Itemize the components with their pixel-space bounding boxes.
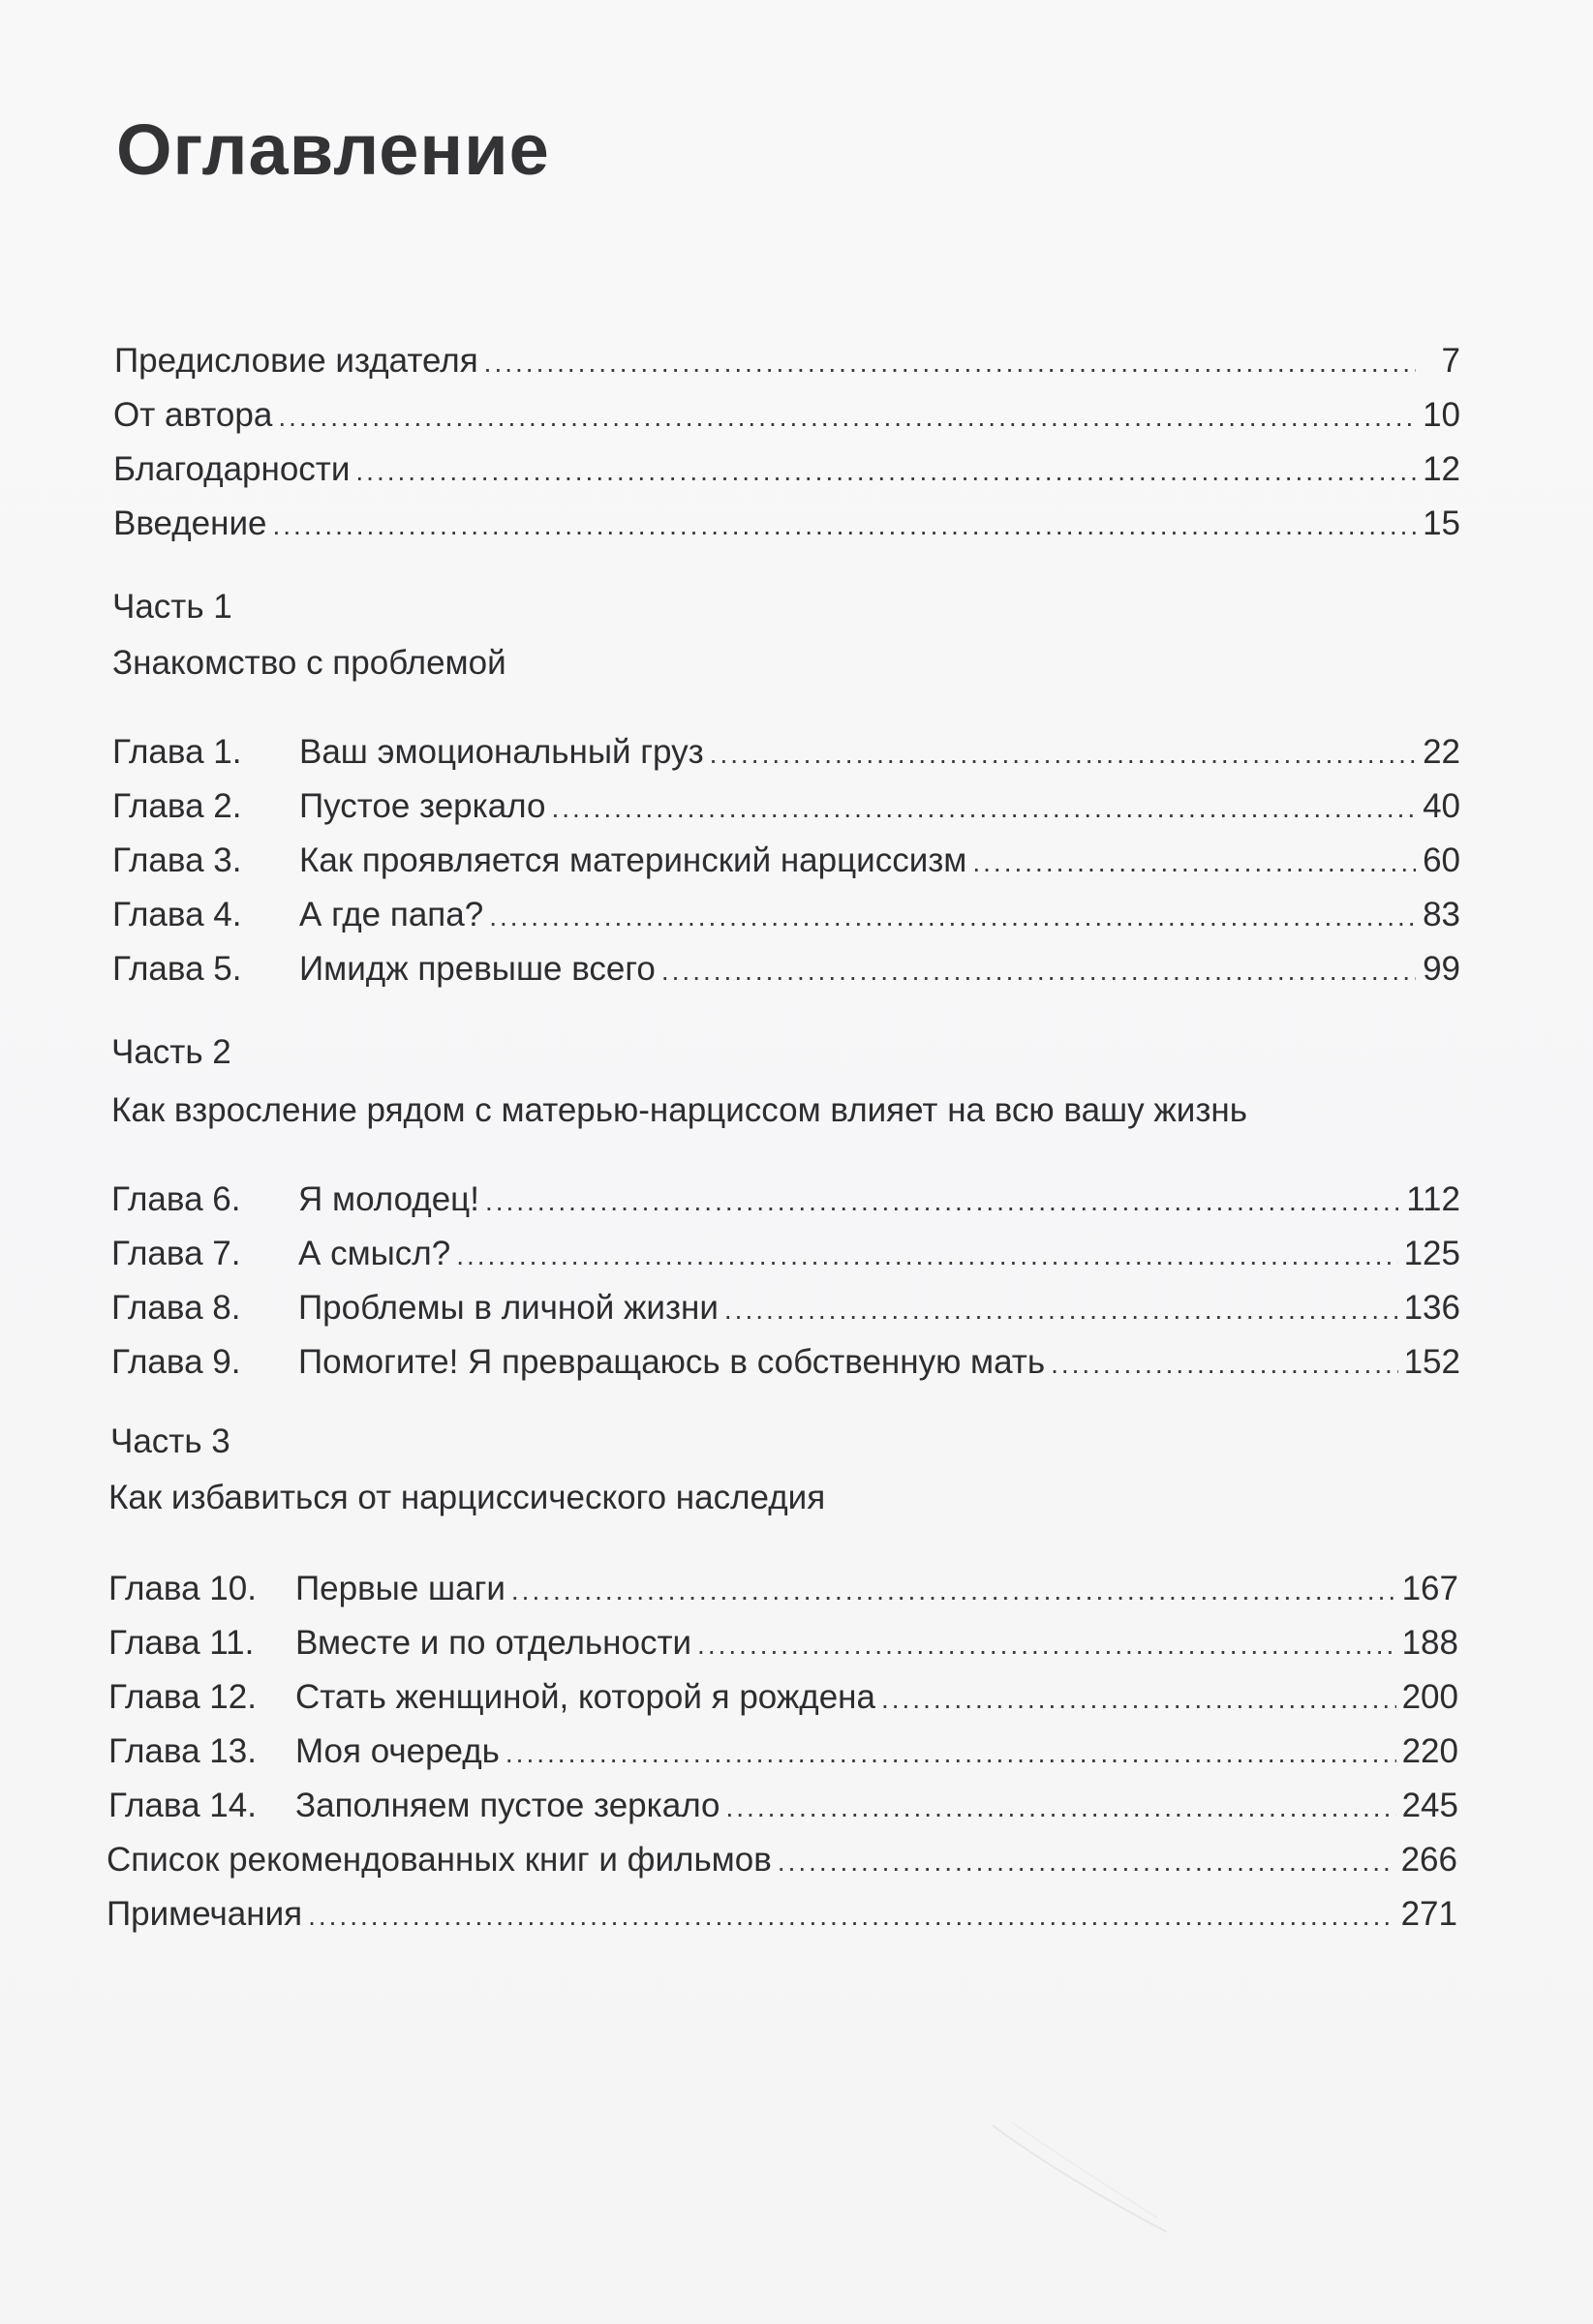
toc-entry-page: 167 bbox=[1401, 1570, 1458, 1607]
toc-entry-chapter[interactable] bbox=[108, 1728, 1458, 1776]
chapter-number: Глава 12. bbox=[108, 1678, 257, 1716]
chapter-number: Глава 4. bbox=[112, 896, 242, 933]
leader-dots bbox=[489, 893, 1416, 941]
toc-entry-from-author[interactable] bbox=[113, 391, 1460, 440]
part-number: Часть 2 bbox=[111, 1033, 231, 1071]
toc-entry-page: 60 bbox=[1423, 841, 1460, 879]
part-title: Как взросление рядом с матерью-нарциссом влияет на всю вашу жизнь bbox=[111, 1091, 1247, 1129]
chapter-number: Глава 1. bbox=[112, 733, 242, 771]
toc-entry-page: 99 bbox=[1423, 950, 1460, 988]
leader-dots bbox=[881, 1675, 1396, 1724]
leader-dots bbox=[724, 1286, 1398, 1334]
toc-entry-label: Список рекомендованных книг и фильмов bbox=[107, 1841, 772, 1879]
chapter-number: Глава 7. bbox=[111, 1235, 241, 1272]
part-title: Как избавиться от нарциссического наследия bbox=[108, 1479, 826, 1516]
toc-entry-page: 220 bbox=[1401, 1732, 1458, 1770]
leader-dots bbox=[308, 1892, 1395, 1941]
leader-dots bbox=[272, 502, 1416, 550]
toc-entry-notes[interactable] bbox=[107, 1890, 1457, 1939]
chapter-number: Глава 14. bbox=[108, 1787, 257, 1824]
leader-dots bbox=[778, 1838, 1395, 1886]
toc-entry-label: Примечания bbox=[107, 1895, 303, 1933]
toc-entry-label: Ваш эмоциональный груз bbox=[299, 733, 704, 771]
toc-entry-chapter[interactable] bbox=[111, 1284, 1460, 1332]
chapter-number: Глава 13. bbox=[108, 1732, 257, 1770]
chapter-number: Глава 9. bbox=[111, 1343, 241, 1381]
toc-entry-chapter[interactable] bbox=[108, 1673, 1458, 1722]
toc-entry-page: 22 bbox=[1423, 733, 1460, 771]
toc-entry-label: Я молодец! bbox=[298, 1180, 479, 1218]
toc-entry-label: От автора bbox=[113, 396, 273, 434]
toc-entry-label: Пустое зеркало bbox=[299, 787, 546, 825]
leader-dots bbox=[456, 1232, 1397, 1280]
leader-dots bbox=[511, 1567, 1396, 1615]
chapter-number: Глава 6. bbox=[111, 1180, 241, 1218]
toc-entry-page: 15 bbox=[1423, 505, 1460, 542]
toc-entry-chapter[interactable] bbox=[112, 728, 1460, 777]
toc-entry-label: Как проявляется материнский нарциссизм bbox=[299, 841, 967, 879]
toc-entry-page: 10 bbox=[1423, 396, 1460, 434]
toc-entry-page: 125 bbox=[1403, 1235, 1460, 1272]
toc-entry-label: Имидж превыше всего bbox=[299, 950, 656, 988]
toc-entry-label: Стать женщиной, которой я рождена bbox=[295, 1678, 875, 1716]
chapter-number: Глава 5. bbox=[112, 950, 242, 988]
part-number: Часть 1 bbox=[112, 588, 232, 626]
toc-entry-page: 12 bbox=[1423, 450, 1460, 488]
toc-entry-label: Помогите! Я превращаюсь в собственную мать bbox=[298, 1343, 1046, 1381]
leader-dots bbox=[697, 1621, 1396, 1669]
toc-entry-page: 40 bbox=[1423, 787, 1460, 825]
toc-entry-introduction[interactable] bbox=[113, 500, 1460, 548]
toc-entry-chapter[interactable] bbox=[111, 1176, 1460, 1224]
toc-entry-page: 112 bbox=[1406, 1180, 1460, 1218]
toc-entry-label: Вместе и по отдельности bbox=[295, 1624, 692, 1662]
toc-entry-acknowledgements[interactable] bbox=[113, 445, 1460, 494]
leader-dots bbox=[278, 393, 1416, 442]
toc-entry-chapter[interactable] bbox=[111, 1338, 1460, 1387]
toc-entry-label: Моя очередь bbox=[295, 1732, 500, 1770]
toc-entry-page: 266 bbox=[1400, 1841, 1457, 1879]
toc-entry-label: Первые шаги bbox=[295, 1570, 505, 1607]
toc-entry-publisher-preface[interactable] bbox=[114, 337, 1460, 385]
part-title: Знакомство с проблемой bbox=[112, 644, 506, 682]
chapter-number: Глава 10. bbox=[108, 1570, 257, 1607]
leader-dots bbox=[710, 730, 1416, 779]
leader-dots bbox=[355, 447, 1416, 496]
toc-entry-page: 83 bbox=[1423, 896, 1460, 933]
toc-entry-chapter[interactable] bbox=[112, 945, 1460, 994]
leader-dots bbox=[551, 784, 1416, 833]
toc-entry-page: 136 bbox=[1403, 1289, 1460, 1327]
leader-dots bbox=[972, 839, 1416, 887]
leader-dots bbox=[485, 1177, 1400, 1226]
toc-entry-page: 152 bbox=[1403, 1343, 1460, 1381]
toc-entry-page: 245 bbox=[1401, 1787, 1458, 1824]
toc-entry-page: 188 bbox=[1401, 1624, 1458, 1662]
toc-entry-label: Проблемы в личной жизни bbox=[298, 1289, 719, 1327]
toc-entry-chapter[interactable] bbox=[112, 782, 1460, 831]
toc-entry-label: Благодарности bbox=[113, 450, 351, 488]
chapter-number: Глава 2. bbox=[112, 787, 242, 825]
chapter-number: Глава 8. bbox=[111, 1289, 241, 1327]
toc-entry-chapter[interactable] bbox=[108, 1619, 1458, 1667]
toc-entry-label: А где папа? bbox=[299, 896, 484, 933]
toc-entry-recommended-list[interactable] bbox=[107, 1836, 1457, 1884]
leader-dots bbox=[484, 339, 1416, 387]
leader-dots bbox=[661, 947, 1416, 995]
part-number: Часть 3 bbox=[110, 1422, 230, 1460]
chapter-number: Глава 11. bbox=[108, 1624, 255, 1662]
toc-entry-label: Предисловие издателя bbox=[114, 342, 478, 380]
toc-entry-label: Введение bbox=[113, 505, 267, 542]
toc-entry-label: Заполняем пустое зеркало bbox=[295, 1787, 720, 1824]
toc-entry-chapter[interactable] bbox=[112, 837, 1460, 885]
page-title: Оглавление bbox=[116, 109, 550, 190]
toc-entry-chapter[interactable] bbox=[111, 1230, 1460, 1278]
leader-dots bbox=[725, 1784, 1395, 1832]
leader-dots bbox=[1051, 1340, 1398, 1389]
leader-dots bbox=[505, 1729, 1396, 1778]
paper-scratch-marks bbox=[988, 2121, 1172, 2237]
chapter-number: Глава 3. bbox=[112, 841, 242, 879]
toc-entry-chapter[interactable] bbox=[108, 1565, 1458, 1613]
toc-entry-chapter[interactable] bbox=[108, 1782, 1458, 1830]
toc-entry-label: А смысл? bbox=[298, 1235, 451, 1272]
toc-entry-chapter[interactable] bbox=[112, 891, 1460, 939]
toc-entry-page: 7 bbox=[1441, 342, 1460, 380]
toc-entry-page: 271 bbox=[1400, 1895, 1457, 1933]
toc-entry-page: 200 bbox=[1401, 1678, 1458, 1716]
